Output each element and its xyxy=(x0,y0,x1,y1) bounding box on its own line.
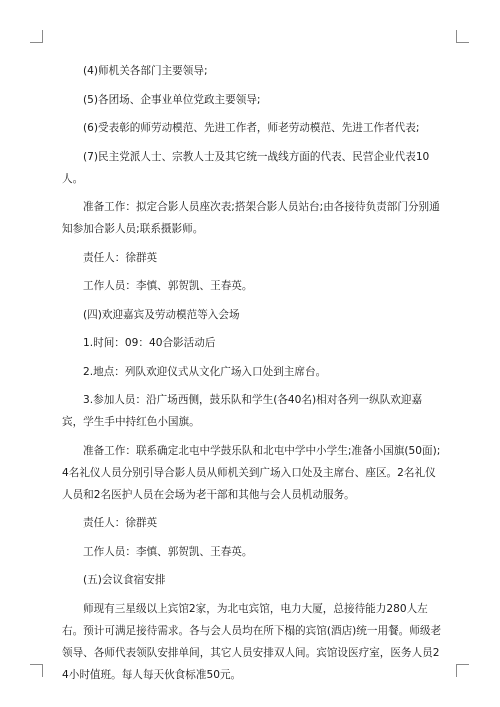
welcome-participants: 3.参加人员：沿广场西侧，鼓乐队和学生(各40名)相对各列一纵队欢迎嘉宾，学生手中持红色小国旗。 xyxy=(62,394,423,428)
staff-list: 工作人员：李慎、郭贺凯、王春英。 xyxy=(83,280,253,292)
page-corner-mark-top-left xyxy=(30,30,43,43)
responsible-person: 责任人：徐群英 xyxy=(83,517,158,529)
preparation-welcome: 准备工作：联系确定北屯中学鼓乐队和北屯中学中小学生;准备小国旗(50面);4名礼仪人员分别引导合影人员从师机关到广场入口处及主席台、座区。2名礼仪人员和2名医护人员在会场为老干部和其他与会人员机动服务。 xyxy=(62,444,441,501)
document-body xyxy=(62,60,442,692)
lodging-details: 师现有三星级以上宾馆2家，为北屯宾馆，电力大厦，总接待能力280人左右。预计可满足接待需求。各与会人员均在所下榻的宾馆(酒店)统一用餐。师级老领导、各师代表领队安排单间，其它人员安排双人间。宾馆设医疗室，医务人员24小时值班。每人每天伙食标准50元。 xyxy=(62,602,442,681)
welcome-time: 1.时间：09：40合影活动后 xyxy=(83,337,216,349)
list-item-representatives: (7)民主党派人士、宗教人士及其它统一战线方面的代表、民营企业代表10人。 xyxy=(62,150,430,185)
staff-list: 工作人员：李慎、郭贺凯、王春英。 xyxy=(83,545,253,558)
section-heading-lodging: (五)会议食宿安排 xyxy=(83,574,166,586)
list-item-unit-leaders: (5)各团场、企事业单位党政主要领导; xyxy=(83,93,261,106)
page-corner-mark-bottom-left xyxy=(30,664,43,677)
welcome-location: 2.地点：列队欢迎仪式从文化广场入口处到主席台。 xyxy=(83,365,327,378)
page-corner-mark-bottom-right xyxy=(456,664,469,677)
list-item-department-leaders: (4)师机关各部门主要领导; xyxy=(83,65,208,77)
page-corner-mark-top-right xyxy=(456,30,469,43)
preparation-photo: 准备工作：拟定合影人员座次表;搭架合影人员站台;由各接待负责部门分别通知参加合影人员;联系摄影师。 xyxy=(62,201,440,235)
section-heading-welcome: (四)欢迎嘉宾及劳动模范等入会场 xyxy=(83,308,240,321)
responsible-person: 责任人：徐群英 xyxy=(83,251,158,264)
list-item-model-workers: (6)受表彰的师劳动模范、先进工作者，师老劳动模范、先进工作者代表; xyxy=(83,122,420,134)
